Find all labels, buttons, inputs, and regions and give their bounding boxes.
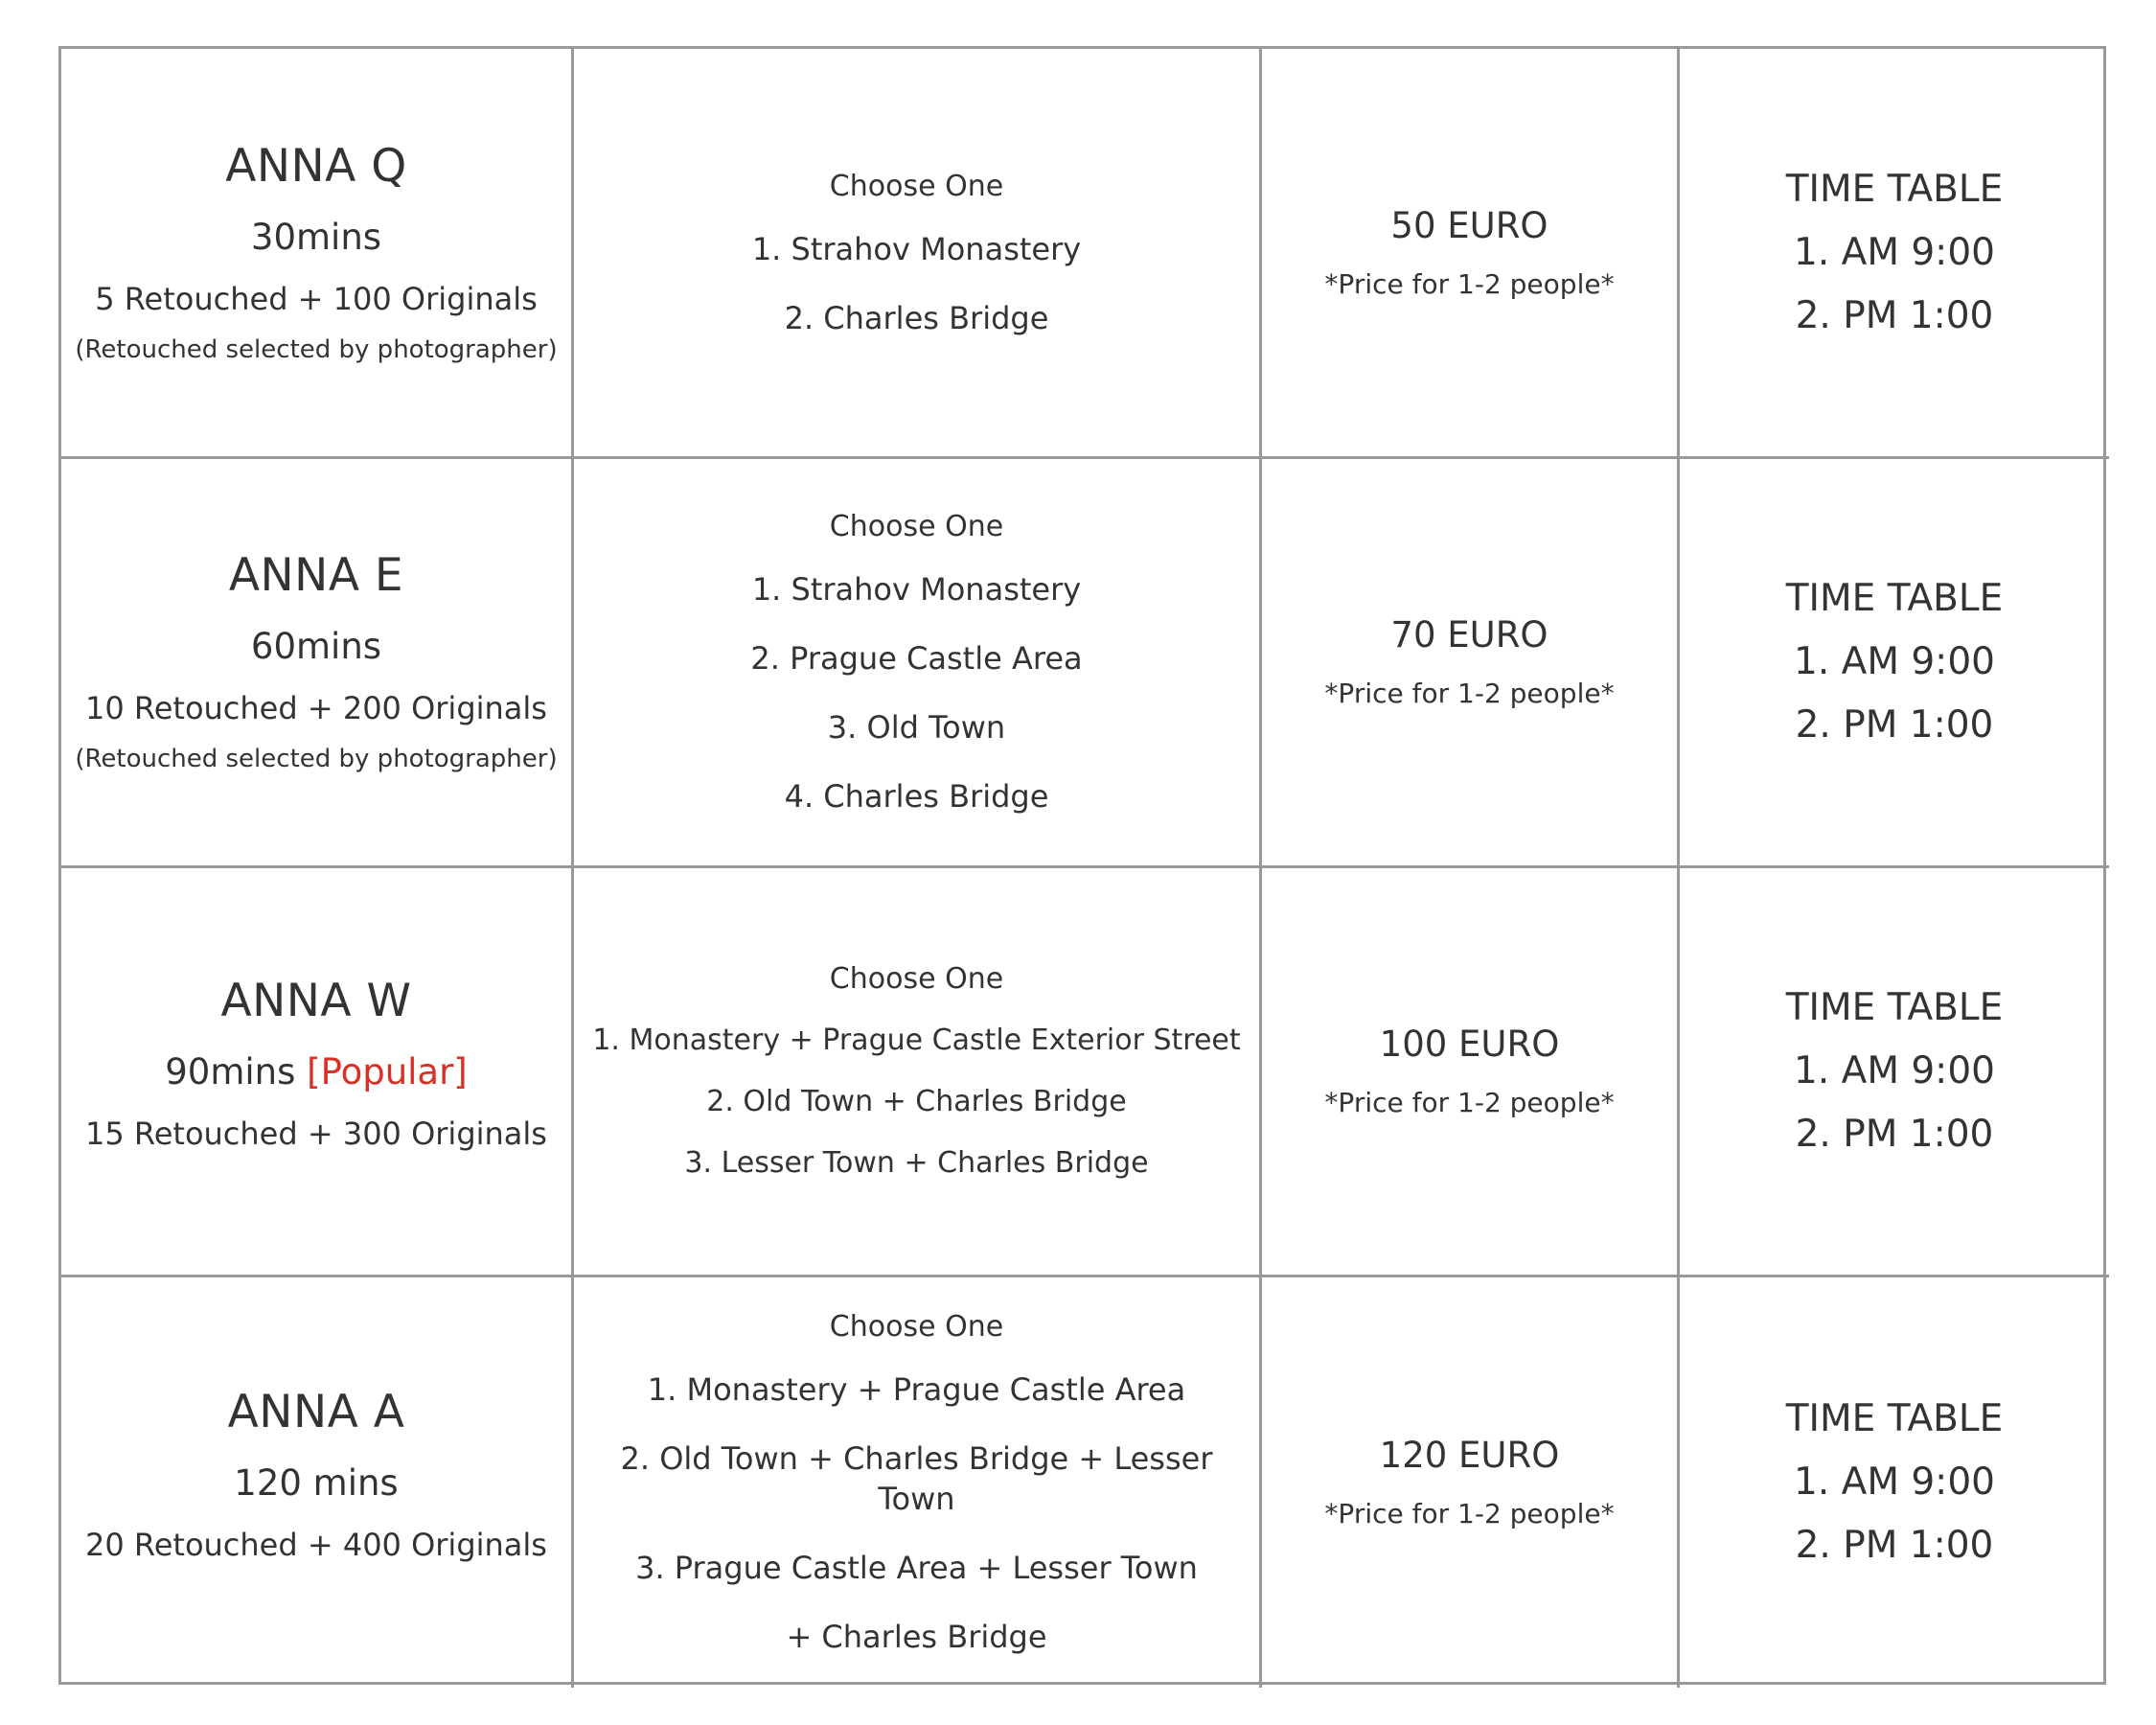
- location-item: 2. Prague Castle Area: [750, 640, 1083, 677]
- package-cell: [61, 1277, 574, 1688]
- location-cell: [574, 49, 1262, 459]
- location-item: 4. Charles Bridge: [784, 778, 1049, 815]
- location-cell: [574, 459, 1262, 868]
- package-name: ANNA Q: [225, 139, 407, 193]
- time-slot: 1. AM 9:00: [1794, 1049, 1995, 1092]
- package-duration: [165, 1050, 468, 1094]
- choose-one-label: Choose One: [829, 1310, 1004, 1344]
- timetable-list: [1794, 230, 1995, 339]
- choose-one-label: Choose One: [829, 962, 1004, 996]
- timetable-title: TIME TABLE: [1785, 1397, 2004, 1440]
- timetable-list: [1794, 1460, 1995, 1569]
- popular-badge: [Popular]: [307, 1051, 468, 1092]
- package-cell: [61, 459, 574, 868]
- location-list: [582, 1369, 1251, 1657]
- package-note: (Retouched selected by photographer): [75, 334, 558, 364]
- package-duration: [251, 625, 381, 669]
- package-name: ANNA A: [227, 1386, 405, 1438]
- package-duration: [251, 216, 381, 260]
- location-item: + Charles Bridge: [786, 1619, 1047, 1655]
- timetable-title: TIME TABLE: [1785, 577, 2004, 620]
- price-cell: [1262, 49, 1680, 459]
- time-slot: 2. PM 1:00: [1795, 1524, 1994, 1567]
- location-item: 2. Old Town + Charles Bridge: [706, 1085, 1127, 1118]
- location-item: 3. Prague Castle Area + Lesser Town: [635, 1550, 1198, 1586]
- timetable-list: [1794, 1048, 1995, 1158]
- package-name: ANNA W: [220, 975, 412, 1027]
- price-note: *Price for 1-2 people*: [1324, 1087, 1615, 1118]
- price-amount: 70 EURO: [1390, 614, 1548, 656]
- package-duration-text: 90mins: [165, 1051, 296, 1092]
- package-duration-text: 30mins: [250, 216, 382, 258]
- price-cell: [1262, 1277, 1680, 1688]
- package-cell: [61, 49, 574, 459]
- package-photos: 20 Retouched + 400 Originals: [85, 1527, 547, 1563]
- location-item: 3. Lesser Town + Charles Bridge: [684, 1146, 1149, 1180]
- time-slot: 1. AM 9:00: [1794, 230, 1995, 274]
- timetable-cell: [1680, 868, 2109, 1277]
- package-photos: 10 Retouched + 200 Originals: [85, 690, 547, 726]
- price-cell: [1262, 459, 1680, 868]
- package-photos: 15 Retouched + 300 Originals: [85, 1116, 547, 1152]
- package-photos: 5 Retouched + 100 Originals: [95, 280, 538, 317]
- price-amount: 50 EURO: [1390, 204, 1548, 246]
- time-slot: 1. AM 9:00: [1794, 640, 1995, 683]
- package-name: ANNA E: [228, 549, 404, 602]
- location-item: 3. Old Town: [827, 709, 1006, 746]
- choose-one-label: Choose One: [829, 510, 1004, 543]
- time-slot: 2. PM 1:00: [1795, 703, 1994, 747]
- price-amount: 120 EURO: [1379, 1435, 1560, 1476]
- time-slot: 2. PM 1:00: [1795, 1113, 1994, 1156]
- location-item: 2. Old Town + Charles Bridge + Lesser Town: [620, 1440, 1213, 1517]
- location-item: 1. Strahov Monastery: [751, 571, 1082, 608]
- package-cell: [61, 868, 574, 1277]
- package-price-table: [58, 46, 2106, 1685]
- price-note: *Price for 1-2 people*: [1324, 678, 1615, 709]
- location-item: 1. Strahov Monastery: [751, 230, 1082, 267]
- location-list: [592, 1022, 1240, 1183]
- location-list: [750, 569, 1082, 816]
- price-amount: 100 EURO: [1379, 1024, 1560, 1065]
- package-duration: [234, 1461, 398, 1506]
- location-item: 2. Charles Bridge: [784, 299, 1049, 336]
- time-slot: 2. PM 1:00: [1795, 293, 1994, 337]
- choose-one-label: Choose One: [829, 169, 1004, 203]
- timetable-cell: [1680, 49, 2109, 459]
- timetable-cell: [1680, 1277, 2109, 1688]
- package-duration-text: 60mins: [250, 626, 382, 667]
- location-item: 1. Monastery + Prague Castle Exterior Street: [592, 1024, 1241, 1057]
- price-note: *Price for 1-2 people*: [1324, 1498, 1615, 1530]
- location-cell: [574, 1277, 1262, 1688]
- time-slot: 1. AM 9:00: [1794, 1460, 1995, 1504]
- package-note: (Retouched selected by photographer): [75, 745, 558, 773]
- timetable-cell: [1680, 459, 2109, 868]
- price-note: *Price for 1-2 people*: [1324, 267, 1615, 300]
- timetable-title: TIME TABLE: [1785, 167, 2004, 211]
- timetable-list: [1794, 639, 1995, 748]
- price-cell: [1262, 868, 1680, 1277]
- location-item: 1. Monastery + Prague Castle Area: [647, 1371, 1186, 1408]
- location-cell: [574, 868, 1262, 1277]
- package-duration-text: 120 mins: [234, 1462, 399, 1504]
- timetable-title: TIME TABLE: [1785, 986, 2004, 1029]
- location-list: [752, 229, 1081, 338]
